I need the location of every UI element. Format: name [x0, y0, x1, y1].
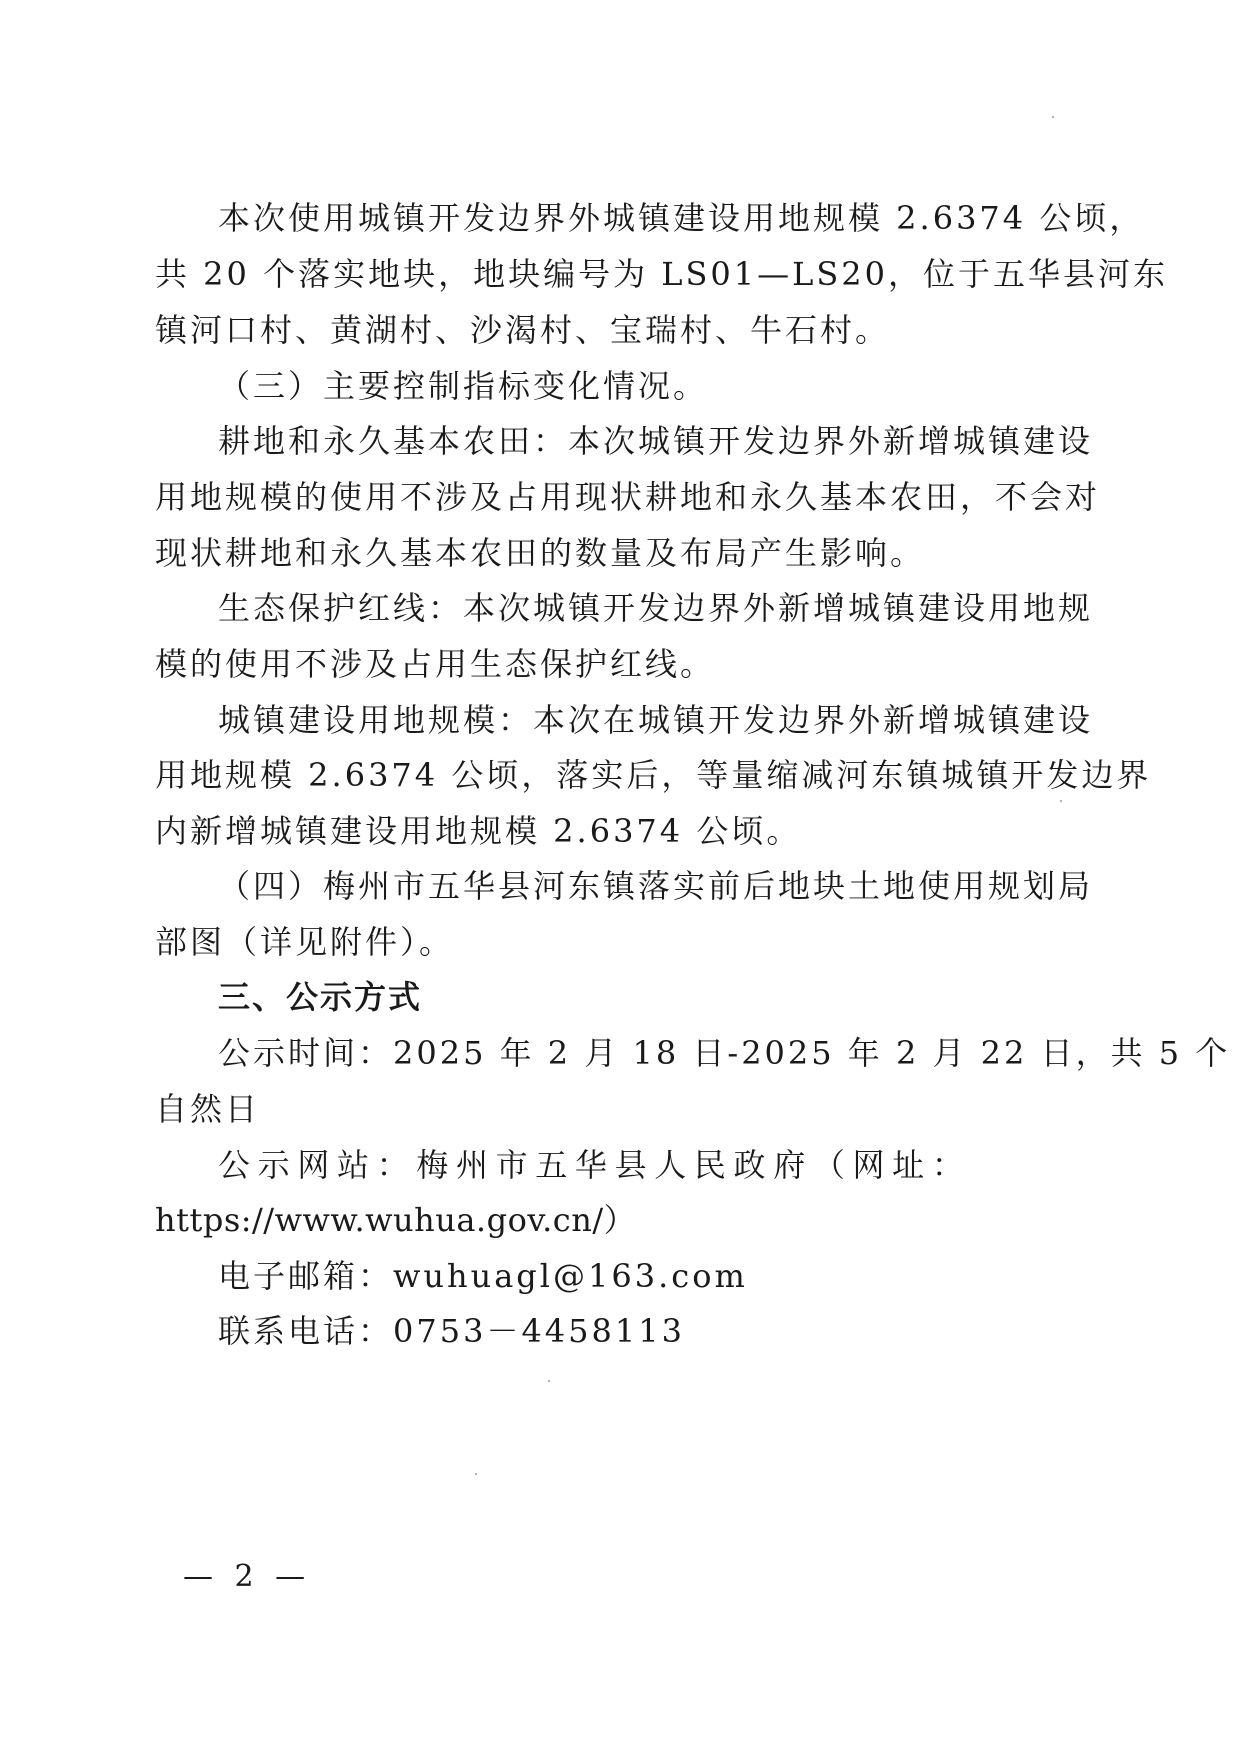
paragraph-line: 生态保护红线：本次城镇开发边界外新增城镇建设用地规 — [218, 589, 1094, 627]
scan-speck — [1060, 800, 1062, 802]
website-char: 州 — [455, 1146, 488, 1184]
website-char: 华 — [574, 1146, 607, 1184]
website-char: ： — [376, 1146, 409, 1184]
website-char: 网 — [297, 1146, 330, 1184]
subsection-title: （三）主要控制指标变化情况。 — [218, 367, 709, 405]
scan-speck — [475, 1473, 477, 1475]
contact-phone: 联系电话：0753－4458113 — [218, 1312, 685, 1350]
website-char: 五 — [535, 1146, 568, 1184]
paragraph-line: 镇河口村、黄湖村、沙渴村、宝瑞村、牛石村。 — [155, 311, 891, 349]
notice-time-continued: 自然日 — [155, 1090, 261, 1128]
paragraph-line: 用地规模的使用不涉及占用现状耕地和永久基本农田，不会对 — [155, 478, 1101, 516]
website-char: 址 — [892, 1146, 925, 1184]
page-number: — 2 — — [183, 1559, 312, 1594]
website-char: 县 — [614, 1146, 647, 1184]
website-url: https://www.wuhua.gov.cn/） — [155, 1201, 637, 1239]
website-char: 人 — [654, 1146, 687, 1184]
paragraph-line: 模的使用不涉及占用生态保护红线。 — [155, 645, 716, 683]
website-char: 市 — [495, 1146, 528, 1184]
paragraph-line: 本次使用城镇开发边界外城镇建设用地规模 2.6374 公顷， — [218, 199, 1145, 237]
website-char: 站 — [336, 1146, 369, 1184]
subsection-title: （四）梅州市五华县河东镇落实前后地块土地使用规划局 — [218, 867, 1094, 905]
paragraph-line: 用地规模 2.6374 公顷，落实后，等量缩减河东镇城镇开发边界 — [155, 756, 1152, 794]
website-char: 政 — [733, 1146, 766, 1184]
website-char: 梅 — [416, 1146, 449, 1184]
website-char: 公 — [218, 1146, 251, 1184]
paragraph-line: 耕地和永久基本农田：本次城镇开发边界外新增城镇建设 — [218, 422, 1094, 460]
scan-speck — [1052, 116, 1054, 118]
website-char: （ — [812, 1146, 845, 1184]
website-char: 网 — [852, 1146, 885, 1184]
notice-time: 公示时间：2025 年 2 月 18 日-2025 年 2 月 22 日，共 5 个 — [218, 1034, 1231, 1072]
website-char: ： — [931, 1146, 964, 1184]
paragraph-line: 内新增城镇建设用地规模 2.6374 公顷。 — [155, 812, 802, 850]
paragraph-line: 现状耕地和永久基本农田的数量及布局产生影响。 — [155, 534, 926, 572]
website-char: 民 — [693, 1146, 726, 1184]
paragraph-line: 部图（详见附件）。 — [155, 923, 455, 961]
scan-speck — [548, 1380, 550, 1382]
contact-email: 电子邮箱：wuhuagl@163.com — [218, 1257, 748, 1295]
paragraph-line: 城镇建设用地规模：本次在城镇开发边界外新增城镇建设 — [218, 701, 1094, 739]
website-char: 示 — [257, 1146, 290, 1184]
paragraph-line: 共 20 个落实地块，地块编号为 LS01—LS20，位于五华县河东 — [155, 255, 1169, 293]
website-char: 府 — [773, 1146, 806, 1184]
section-heading: 三、公示方式 — [218, 978, 423, 1016]
notice-website — [218, 1145, 964, 1185]
